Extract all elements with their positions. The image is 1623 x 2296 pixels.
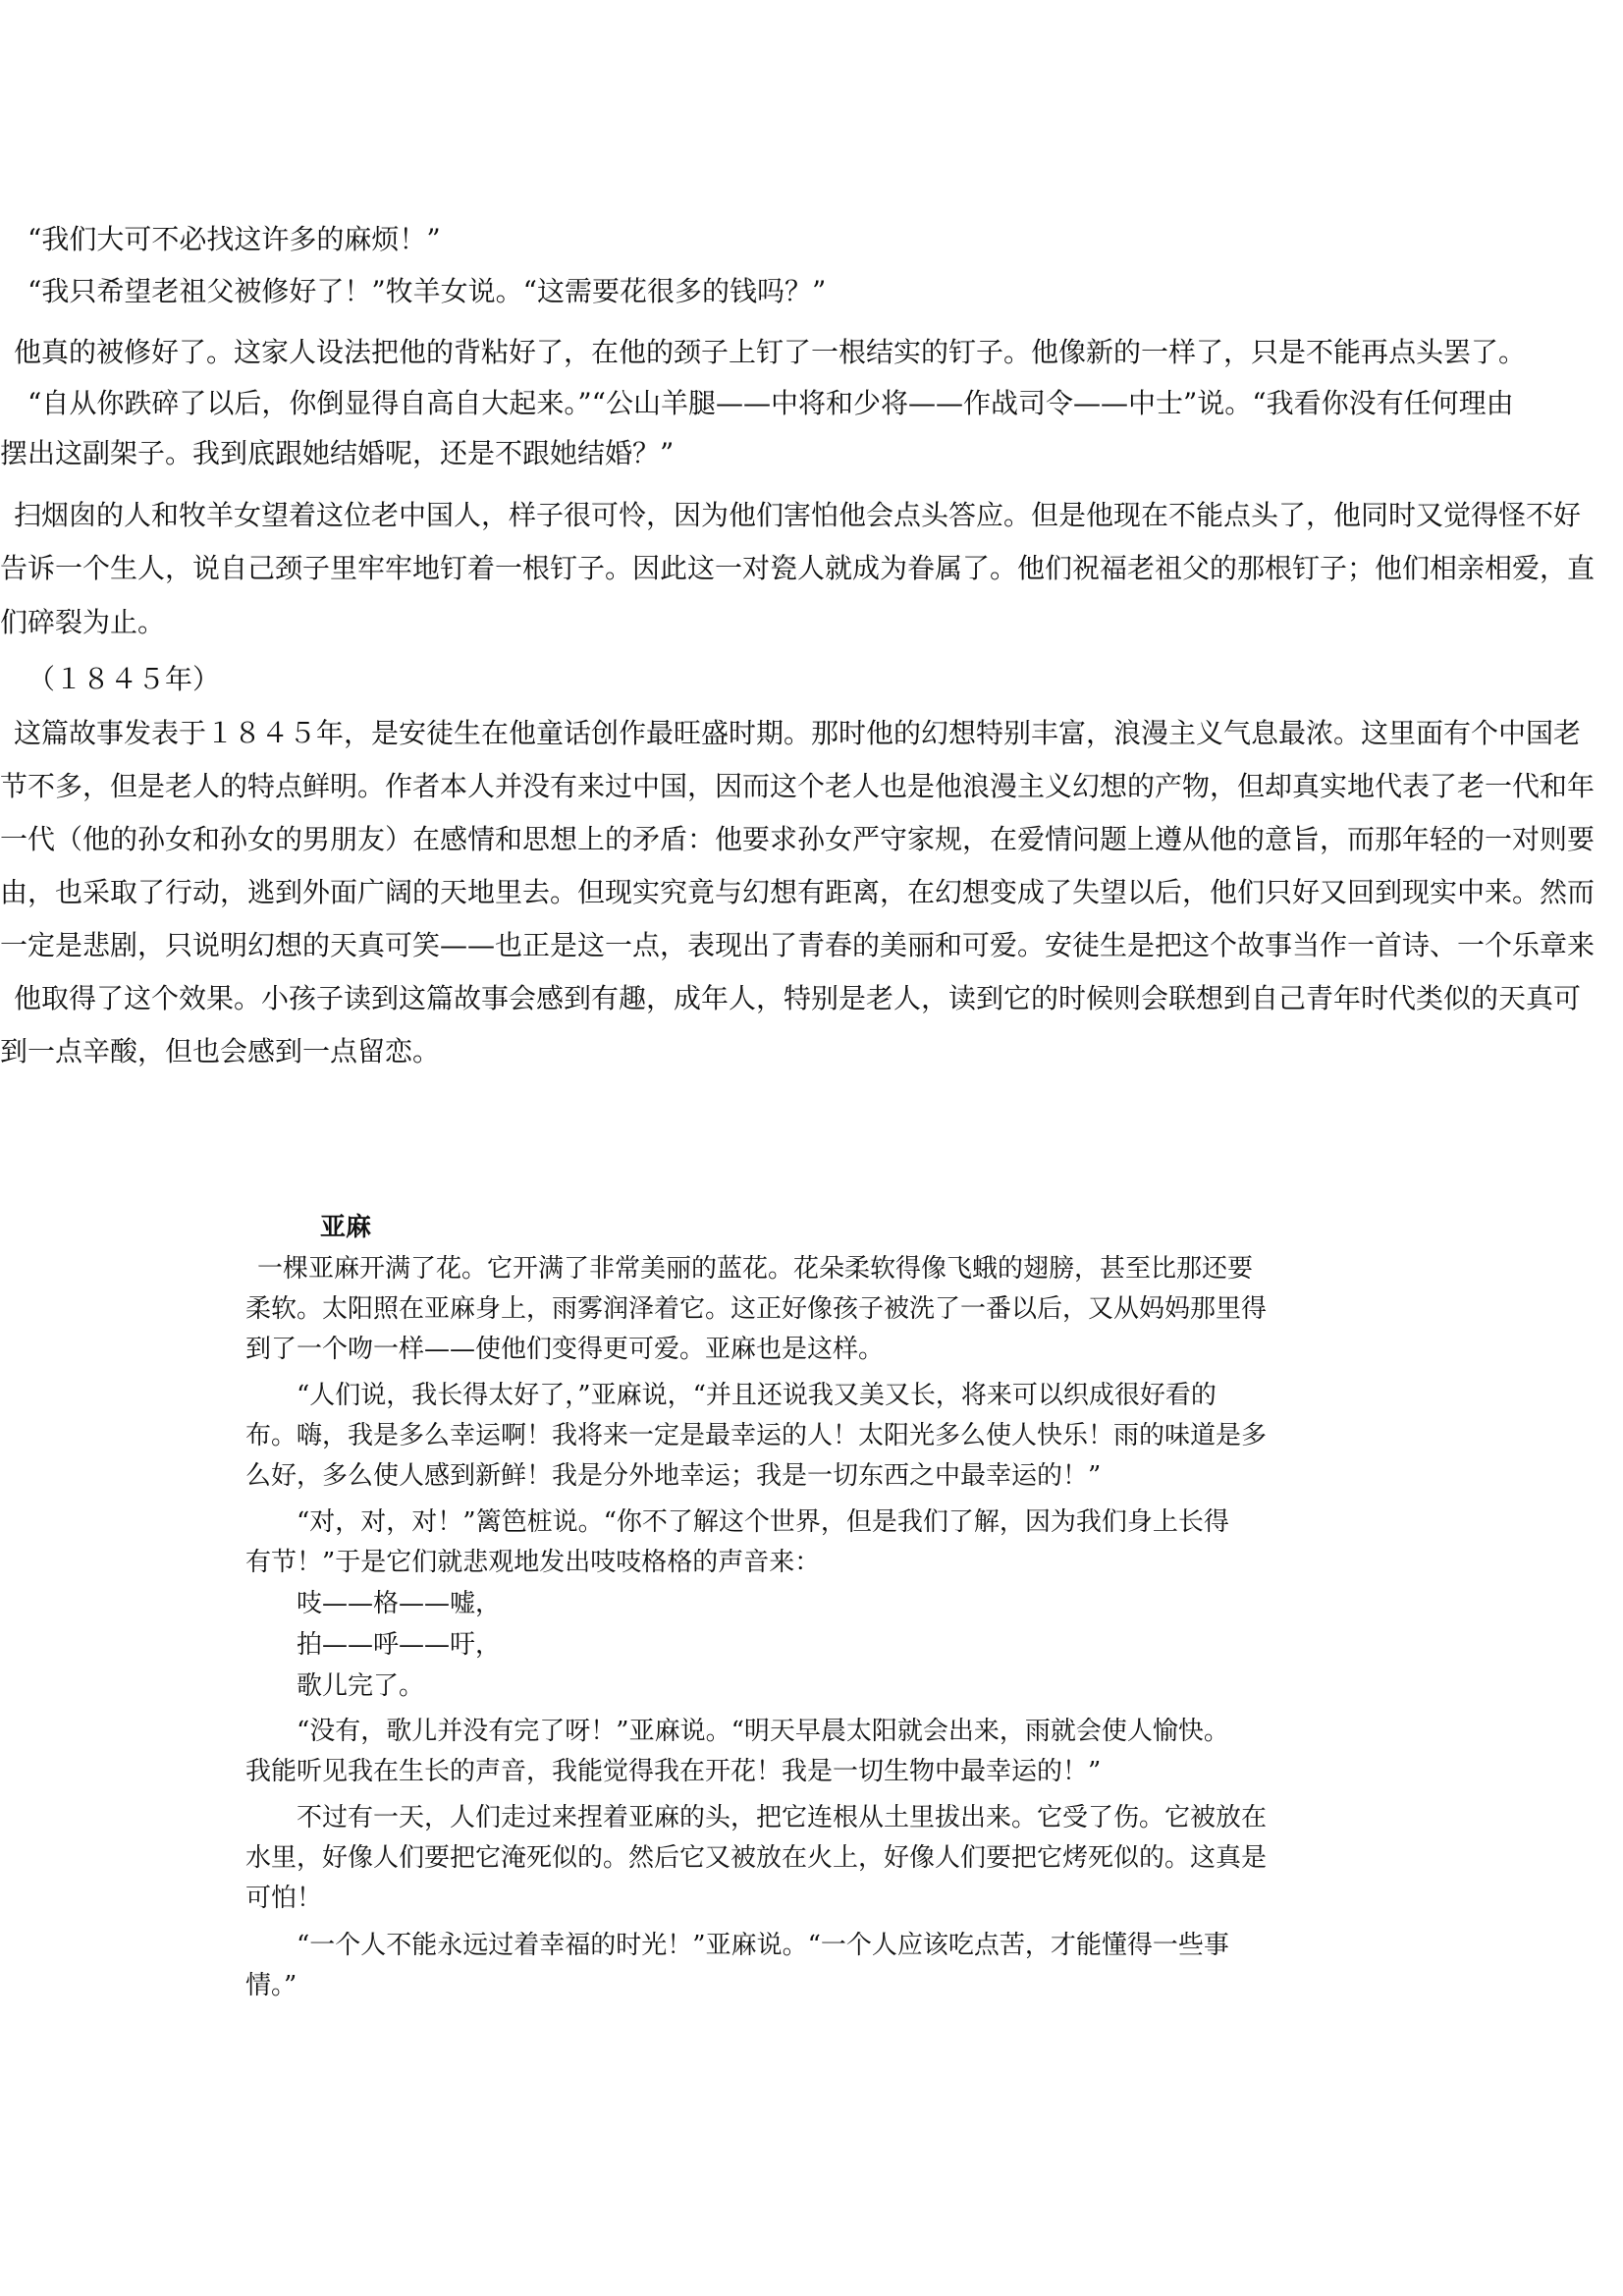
paragraph-line: 布。嗨，我是多么幸运啊！我将来一定是最幸运的人！太阳光多么使人快乐！雨的味道是多 — [245, 1421, 1268, 1450]
paragraph-line: 水里，好像人们要把它淹死似的。然后它又被放在火上，好像人们要把它烤死似的。这真是 — [245, 1843, 1268, 1873]
paragraph-line: “自从你跌碎了以后，你倒显得自高自大起来。”“公山羊腿——中将和少将——作战司令——中士”说。“我看你没有任何理由 — [27, 387, 1514, 419]
paragraph-line: 他真的被修好了。这家人设法把他的背粘好了，在他的颈子上钉了一根结实的钉子。他像新的一样了，只是不能再点头罢了。 — [14, 336, 1527, 368]
paragraph-line: 么好，多么使人感到新鲜！我是分外地幸运；我是一切东西之中最幸运的！” — [245, 1461, 1102, 1491]
paragraph-line: “对，对，对！”篱笆桩说。“你不了解这个世界，但是我们了解，因为我们身上长得 — [297, 1507, 1229, 1537]
verse-line: 拍——呼——吁， — [297, 1630, 502, 1660]
paragraph-line: 不过有一天，人们走过来捏着亚麻的头，把它连根从土里拔出来。它受了伤。它被放在 — [297, 1803, 1268, 1832]
paragraph-line: 到了一个吻一样——使他们变得更可爱。亚麻也是这样。 — [245, 1335, 885, 1364]
paragraph-line: 节不多，但是老人的特点鲜明。作者本人并没有来过中国，因而这个老人也是他浪漫主义幻想的产物，但却真实地代表了老一代和年 — [0, 770, 1596, 802]
paragraph-line: “没有，歌儿并没有完了呀！”亚麻说。“明天早晨太阳就会出来，雨就会使人愉快。 — [297, 1717, 1229, 1746]
verse-line: 吱——格——嘘， — [297, 1589, 502, 1618]
paragraph-line: 这篇故事发表于１８４５年，是安徒生在他童话创作最旺盛时期。那时他的幻想特别丰富，浪漫主义气息最浓。这里面有个中国老 — [14, 717, 1582, 749]
paragraph-line: 一代（他的孙女和孙女的男朋友）在感情和思想上的矛盾：他要求孙女严守家规，在爱情问题上遵从他的意旨，而那年轻的一对则要 — [0, 823, 1596, 855]
paragraph-line: 到一点辛酸，但也会感到一点留恋。 — [0, 1035, 441, 1067]
paragraph-line: 告诉一个生人，说自己颈子里牢牢地钉着一根钉子。因此这一对瓷人就成为眷属了。他们祝福老祖父的那根钉子；他们相亲相爱，直 — [0, 552, 1596, 584]
paragraph-line: “一个人不能永远过着幸福的时光！”亚麻说。“一个人应该吃点苦，才能懂得一些事 — [297, 1931, 1229, 1960]
paragraph-line: 由，也采取了行动，逃到外面广阔的天地里去。但现实究竟与幻想有距离，在幻想变成了失望以后，他们只好又回到现实中来。然而 — [0, 876, 1596, 908]
paragraph-line: 一定是悲剧，只说明幻想的天真可笑——也正是这一点，表现出了青春的美丽和可爱。安徒生是把这个故事当作一首诗、一个乐章来 — [0, 929, 1596, 961]
paragraph-line: 扫烟囱的人和牧羊女望着这位老中国人，样子很可怜，因为他们害怕他会点头答应。但是他现在不能点头了，他同时又觉得怪不好 — [14, 499, 1582, 531]
paragraph-line: 他取得了这个效果。小孩子读到这篇故事会感到有趣，成年人，特别是老人，读到它的时候则会联想到自己青年时代类似的天真可 — [14, 982, 1582, 1014]
paragraph-line: 柔软。太阳照在亚麻身上，雨雾润泽着它。这正好像孩子被洗了一番以后，又从妈妈那里得 — [245, 1294, 1268, 1324]
paragraph-line: 一棵亚麻开满了花。它开满了非常美丽的蓝花。花朵柔软得像飞蛾的翅膀，甚至比那还要 — [257, 1254, 1254, 1284]
paragraph-line: 我能听见我在生长的声音，我能觉得我在开花！我是一切生物中最幸运的！” — [245, 1757, 1102, 1786]
story-title: 亚麻 — [320, 1213, 372, 1242]
paragraph-line: 们碎裂为止。 — [0, 606, 166, 638]
paragraph-line: 摆出这副架子。我到底跟她结婚呢，还是不跟她结婚？” — [0, 437, 675, 469]
paragraph-line: “我只希望老祖父被修好了！”牧羊女说。“这需要花很多的钱吗？” — [27, 275, 827, 307]
verse-line: 歌儿完了。 — [297, 1671, 425, 1701]
paragraph-line: “我们大可不必找这许多的麻烦！” — [27, 223, 441, 255]
paragraph-line: 情。” — [245, 1971, 298, 2000]
paragraph-line: 可怕！ — [245, 1884, 323, 1913]
paragraph-line: 有节！”于是它们就悲观地发出吱吱格格的声音来： — [245, 1548, 821, 1577]
paragraph-line: “人们说，我长得太好了，”亚麻说，“并且还说我又美又长，将来可以织成很好看的 — [297, 1381, 1217, 1410]
year-note: （１８４５年） — [27, 663, 221, 695]
